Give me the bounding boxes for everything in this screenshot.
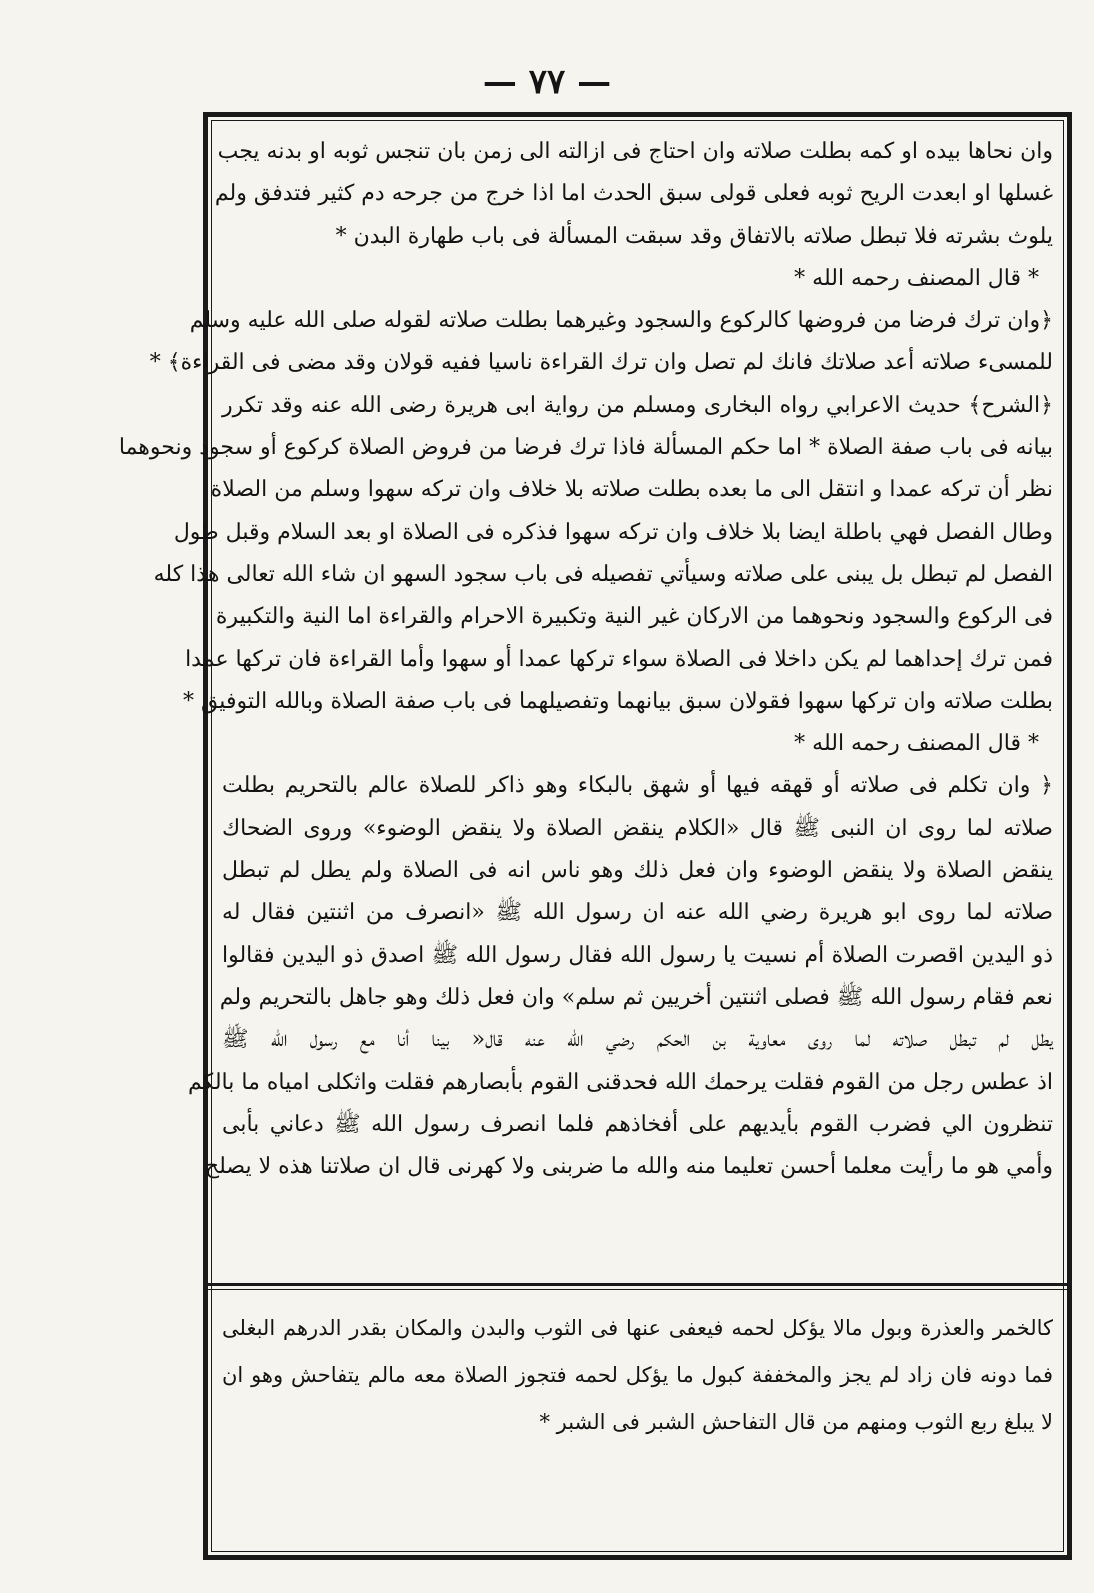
text-line: يطل لم تبطل صلاته لما روى معاوية بن الحكم رضي الله عنه قال« بينا أنا مع رسول الله ﷺ	[222, 1027, 1053, 1053]
section-heading: * قال المصنف رحمه الله *	[794, 265, 1039, 291]
text-line: فى الركوع والسجود ونحوهما من الاركان غير النية وتكبيرة الاحرام والقراءة اما النية والتكبيرة	[215, 604, 1053, 630]
text-line: يلوث بشرته فلا تبطل صلاته بالاتفاق وقد سبقت المسألة فى باب طهارة البدن *	[335, 223, 1053, 249]
text-line: غسلها او ابعدت الريح ثوبه فعلى قولى سبق الحدث اما اذا خرج من جرحه دم كثير فتدفق ولم	[214, 181, 1053, 207]
text-line: تنظرون الي فضرب القوم بأيديهم على أفخاذهم فلما انصرف رسول الله ﷺ دعاني بأبى	[222, 1111, 1053, 1137]
footnote-line: لا يبلغ ربع الثوب ومنهم من قال التفاحش الشبر فى الشبر *	[539, 1410, 1053, 1434]
text-line: نعم فقام رسول الله ﷺ فصلى اثنتين أخريين ثم سلم» وان فعل ذلك وهو جاهل بالتحريم ولم	[219, 984, 1053, 1010]
text-line: ذو اليدين اقصرت الصلاة أم نسيت يا رسول الله فقال رسول الله ﷺ اصدق ذو اليدين فقالوا	[222, 942, 1053, 968]
page-frame	[118, 112, 1072, 1560]
text-line: ينقض الصلاة ولا ينقض الوضوء وان فعل ذلك وهو ناس انه فى الصلاة ولم يطل لم تبطل	[222, 858, 1053, 884]
text-line: للمسىء صلاته أعد صلاتك فانك لم تصل وان ترك القراءة ناسيا ففيه قولان وقد مضى فى القراءة﴾ *	[149, 350, 1053, 376]
text-line: بطلت صلاته وان تركها سهوا فقولان سبق بيانهما وتفصيلهما فى باب صفة الصلاة وبالله التوفيق *	[182, 688, 1053, 714]
footnote-divider	[208, 1283, 1067, 1286]
footnote	[222, 1305, 1053, 1446]
text-line: وأمي هو ما رأيت معلما أحسن تعليما منه والله ما ضربنى ولا كهرنى قال ان صلاتنا هذه لا يصلح	[204, 1154, 1053, 1180]
footnote-line: فما دونه فان زاد لم يجز والمخففة كبول ما يؤكل لحمه فتجوز الصلاة معه مالم يتفاحش وهو ان	[222, 1363, 1053, 1387]
text-line: بيانه فى باب صفة الصلاة * اما حكم المسألة فاذا ترك فرضا من فروض الصلاة كركوع أو سجود ونحوهما	[118, 435, 1053, 461]
text-line: وطال الفصل فهي باطلة ايضا بلا خلاف وان تركه سهوا فذكره فى الصلاة او بعد السلام وقبل طول	[173, 519, 1053, 545]
text-line: صلاته لما روى ابو هريرة رضي الله عنه ان رسول الله ﷺ «انصرف من اثنتين فقال له	[222, 900, 1053, 926]
section-heading: * قال المصنف رحمه الله *	[794, 731, 1039, 757]
main-text	[118, 131, 1053, 1188]
text-line: ﴿ وان تكلم فى صلاته أو قهقه فيها أو شهق بالبكاء وهو ذاكر للصلاة عالم بالتحريم بطلت	[222, 773, 1053, 799]
text-line: فمن ترك إحداهما لم يكن داخلا فى الصلاة سواء تركها عمدا أو سهوا وأما القراءة فان تركها عمدا	[185, 646, 1053, 672]
text-line: ﴿الشرح﴾ حديث الاعرابي رواه البخارى ومسلم من رواية ابى هريرة رضى الله عنه وقد تكرر	[222, 392, 1053, 418]
text-line: اذ عطس رجل من القوم فقلت يرحمك الله فحدقنى القوم بأبصارهم فقلت واثكلى امياه ما بالكم	[188, 1069, 1053, 1095]
text-line: وان نحاها بيده او كمه بطلت صلاته وان احتاج فى ازالته الى زمن بان تنجس ثوبه او بدنه يجب	[217, 139, 1053, 164]
page-number: — ٧٧ —	[482, 62, 612, 102]
text-line: صلاته لما روى ان النبى ﷺ قال «الكلام ينقض الصلاة ولا ينقض الوضوء» وروى الضحاك	[222, 815, 1053, 841]
footnote-line: كالخمر والعذرة وبول مالا يؤكل لحمه فيعفى عنها فى الثوب والبدن والمكان بقدر الدرهم البغلى	[222, 1316, 1053, 1340]
text-line: ﴿وان ترك فرضا من فروضها كالركوع والسجود وغيرهما بطلت صلاته لقوله صلى الله عليه وسلم	[189, 308, 1053, 334]
text-line: الفصل لم تبطل بل يبنى على صلاته وسيأتي تفصيله فى باب سجود السهو ان شاء الله تعالى هذا كله	[153, 561, 1053, 587]
text-line: نظر أن تركه عمدا و انتقل الى ما بعده بطلت صلاته بلا خلاف وان تركه سهوا وسلم من الصلاة	[210, 477, 1053, 503]
